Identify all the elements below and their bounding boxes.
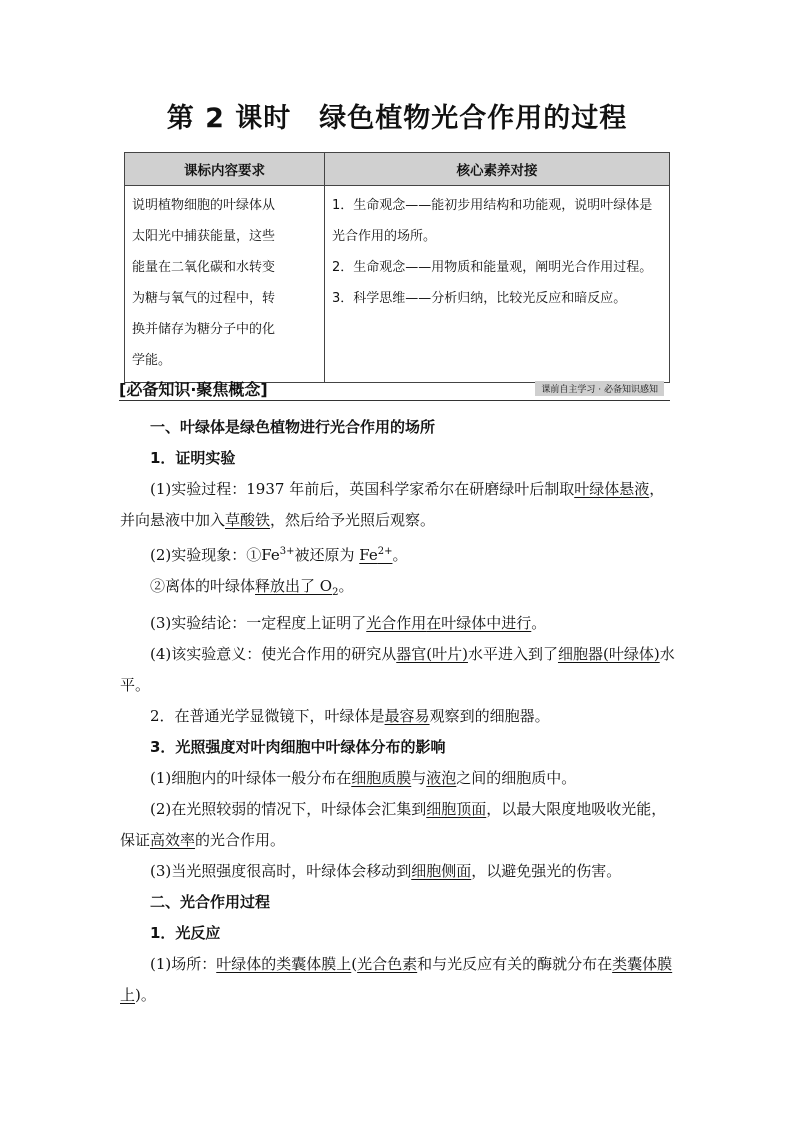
subheading-light-reaction: 1．光反应 xyxy=(150,924,221,942)
paragraph-process: (1)实验过程：1937 年前后，英国科学家希尔在研磨绿叶后制取叶绿体悬液，并向悬液中加入草酸铁，然后给予光照后观察。 xyxy=(120,480,665,529)
paragraph-microscope: 2．在普通光学显微镜下，叶绿体是最容易观察到的细胞器。 xyxy=(150,707,550,725)
answer-blank: 释放出了 $O_2$ xyxy=(255,577,339,598)
answer-blank: 细胞器(叶绿体) xyxy=(557,645,660,663)
answer-blank: 细胞质膜 xyxy=(351,769,412,787)
answer-blank: 细胞顶面 xyxy=(426,800,487,818)
answer-blank: 最容易 xyxy=(384,707,430,725)
answer-blank: 叶绿体的类囊体膜上 xyxy=(216,955,352,973)
literacy-cell xyxy=(325,186,670,383)
answer-blank: 高效率 xyxy=(150,831,196,849)
paragraph-distribution: (1)细胞内的叶绿体一般分布在细胞质膜与液泡之间的细胞质中。 xyxy=(150,769,577,787)
section-heading-1: 一、叶绿体是绿色植物进行光合作用的场所 xyxy=(150,418,436,436)
banner-title: [必备知识·聚焦概念] xyxy=(119,380,268,399)
answer-blank: 类囊体膜上 xyxy=(120,955,673,1004)
paragraph-location: (1)场所：叶绿体的类囊体膜上(光合色素和与光反应有关的酶就分布在类囊体膜上)。 xyxy=(120,955,673,1004)
banner-tag: 课前自主学习 · 必备知识感知 xyxy=(535,381,664,396)
literacy-item-1: 1．生命观念——能初步用结构和功能观，说明叶绿体是光合作用的场所。 xyxy=(332,198,653,244)
paragraph-significance: (4)该实验意义：使光合作用的研究从器官(叶片)水平进入到了细胞器(叶绿体)水平。 xyxy=(120,645,675,694)
banner-divider xyxy=(119,400,670,401)
subheading-light-intensity: 3．光照强度对叶肉细胞中叶绿体分布的影响 xyxy=(150,738,446,756)
paragraph-weak-light: (2)在光照较弱的情况下，叶绿体会汇集到细胞顶面，以最大限度地吸收光能，保证高效率的光合作用。 xyxy=(120,800,667,849)
answer-blank: 细胞侧面 xyxy=(411,862,472,880)
paragraph-conclusion: (3)实验结论：一定程度上证明了光合作用在叶绿体中进行。 xyxy=(150,614,547,632)
standards-table xyxy=(124,152,670,383)
paragraph-strong-light: (3)当光照强度很高时，叶绿体会移动到细胞侧面，以避免强光的伤害。 xyxy=(150,862,622,880)
table-header-literacy: 核心素养对接 xyxy=(325,153,670,186)
paragraph-oxygen: ②离体的叶绿体释放出了 $O_2$。 xyxy=(150,577,354,598)
answer-blank: 光合色素 xyxy=(357,955,418,973)
literacy-item-2: 2．生命观念——用物质和能量观，阐明光合作用过程。 xyxy=(332,260,653,275)
answer-blank: 液泡 xyxy=(426,769,457,787)
section-banner xyxy=(119,377,670,401)
requirement-text: 说明植物细胞的叶绿体从 太阳光中捕获能量，这些 能量在二氧化碳和水转变 为糖与氧气的过程中，转 换并储存为糖分子中的化 学能。 xyxy=(132,198,276,368)
table-header-requirements: 课标内容要求 xyxy=(125,153,325,186)
main-content xyxy=(120,412,675,1011)
literacy-item-3: 3．科学思维——分析归纳，比较光反应和暗反应。 xyxy=(332,291,627,306)
answer-blank: 草酸铁 xyxy=(225,511,271,529)
requirement-cell xyxy=(125,186,325,383)
answer-blank: 光合作用 xyxy=(366,614,427,632)
section-heading-2: 二、光合作用过程 xyxy=(150,893,271,911)
answer-blank: 器官(叶片) xyxy=(396,645,468,663)
answer-blank: 在叶绿体中进行 xyxy=(426,614,532,632)
subheading-experiment: 1．证明实验 xyxy=(150,449,236,467)
answer-blank: $Fe^{2+}$ xyxy=(359,546,393,564)
paragraph-phenomenon: (2)实验现象：$①Fe^{3+}$被还原为 $Fe^{2+}$。 xyxy=(150,546,408,564)
page-title: 第 2 课时 绿色植物光合作用的过程 xyxy=(166,103,628,134)
answer-blank: 叶绿体悬液 xyxy=(574,480,650,498)
